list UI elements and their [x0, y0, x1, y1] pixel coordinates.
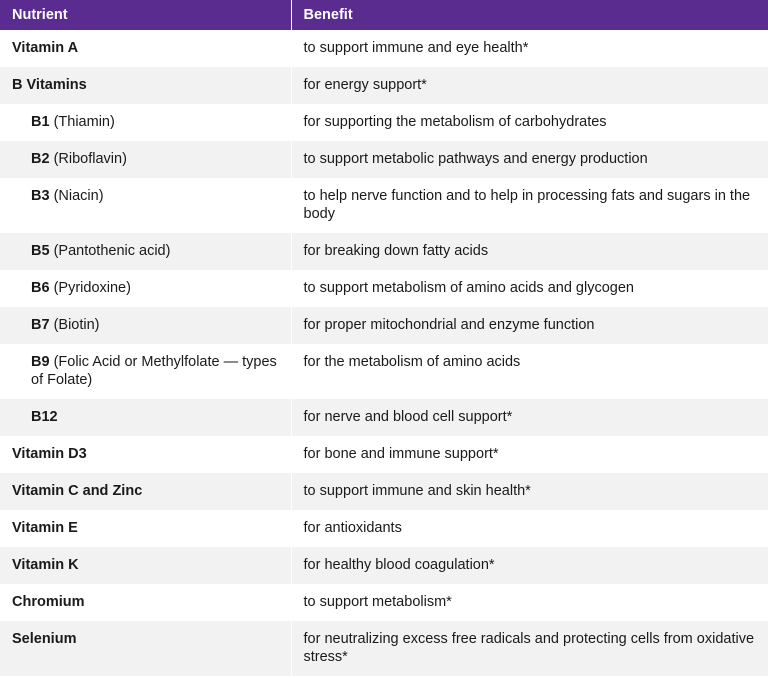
table-row: [0, 178, 768, 233]
benefit-cell: to support metabolism*: [291, 584, 768, 621]
nutrient-name: B5: [31, 243, 50, 259]
header-nutrient: Nutrient: [0, 0, 291, 30]
nutrient-cell: [0, 178, 291, 233]
benefit-cell: for proper mitochondrial and enzyme function: [291, 307, 768, 344]
table-row: [0, 473, 768, 510]
nutrient-detail: (Thiamin): [49, 114, 115, 130]
nutrient-cell: [0, 344, 291, 399]
nutrient-detail: (Pyridoxine): [49, 280, 131, 296]
nutrient-detail: (Folic Acid or Methylfolate — types of Folate): [31, 354, 277, 388]
table-row: [0, 510, 768, 547]
benefit-cell: for healthy blood coagulation*: [291, 547, 768, 584]
nutrient-cell: [0, 67, 291, 104]
benefit-cell: to support metabolic pathways and energy production: [291, 141, 768, 178]
table-row: [0, 436, 768, 473]
benefit-cell: for antioxidants: [291, 510, 768, 547]
header-benefit: Benefit: [291, 0, 768, 30]
nutrient-cell: [0, 436, 291, 473]
nutrient-name: Selenium: [12, 631, 77, 647]
nutrient-name: B2: [31, 151, 50, 167]
benefit-cell: for breaking down fatty acids: [291, 233, 768, 270]
nutrient-name: Vitamin A: [12, 40, 79, 56]
table-row: [0, 547, 768, 584]
nutrient-name: Chromium: [12, 594, 85, 610]
table-header: [0, 0, 768, 30]
benefit-cell: to help nerve function and to help in processing fats and sugars in the body: [291, 178, 768, 233]
benefit-cell: to support immune and eye health*: [291, 30, 768, 67]
benefit-cell: for the metabolism of amino acids: [291, 344, 768, 399]
table-row: [0, 344, 768, 399]
table-row: [0, 399, 768, 436]
nutrient-name: B6: [31, 280, 50, 296]
nutrient-detail: (Pantothenic acid): [49, 243, 171, 259]
benefit-cell: for neutralizing excess free radicals and protecting cells from oxidative stress*: [291, 621, 768, 676]
nutrient-cell: [0, 141, 291, 178]
table-row: [0, 233, 768, 270]
nutrient-cell: [0, 233, 291, 270]
benefit-cell: for nerve and blood cell support*: [291, 399, 768, 436]
nutrient-cell: [0, 104, 291, 141]
nutrient-name: Vitamin K: [12, 557, 79, 573]
nutrient-name: B Vitamins: [12, 77, 87, 93]
table-row: [0, 67, 768, 104]
nutrient-name: B12: [31, 409, 58, 425]
table-row: [0, 621, 768, 676]
nutrient-detail: (Biotin): [49, 317, 100, 333]
table-row: [0, 270, 768, 307]
table-row: [0, 104, 768, 141]
table-row: [0, 307, 768, 344]
nutrient-cell: [0, 30, 291, 67]
table-row: [0, 141, 768, 178]
header-row: [0, 0, 768, 30]
nutrient-name: B7: [31, 317, 50, 333]
nutrient-name: B1: [31, 114, 50, 130]
nutrient-cell: [0, 510, 291, 547]
nutrient-cell: [0, 307, 291, 344]
nutrient-detail: (Riboflavin): [49, 151, 127, 167]
benefit-cell: to support immune and skin health*: [291, 473, 768, 510]
benefit-cell: for bone and immune support*: [291, 436, 768, 473]
nutrient-cell: [0, 621, 291, 676]
table-body: [0, 30, 768, 676]
nutrient-detail: (Niacin): [49, 188, 104, 204]
table-row: [0, 584, 768, 621]
nutrient-name: B9: [31, 354, 50, 370]
benefit-cell: for supporting the metabolism of carbohydrates: [291, 104, 768, 141]
benefit-cell: to support metabolism of amino acids and glycogen: [291, 270, 768, 307]
nutrient-cell: [0, 584, 291, 621]
benefit-cell: for energy support*: [291, 67, 768, 104]
table-row: [0, 30, 768, 67]
nutrient-cell: [0, 270, 291, 307]
nutrient-cell: [0, 399, 291, 436]
nutrient-cell: [0, 547, 291, 584]
nutrient-cell: [0, 473, 291, 510]
nutrient-name: Vitamin E: [12, 520, 78, 536]
nutrient-name: B3: [31, 188, 50, 204]
nutrient-name: Vitamin C and Zinc: [12, 483, 143, 499]
nutrient-name: Vitamin D3: [12, 446, 87, 462]
